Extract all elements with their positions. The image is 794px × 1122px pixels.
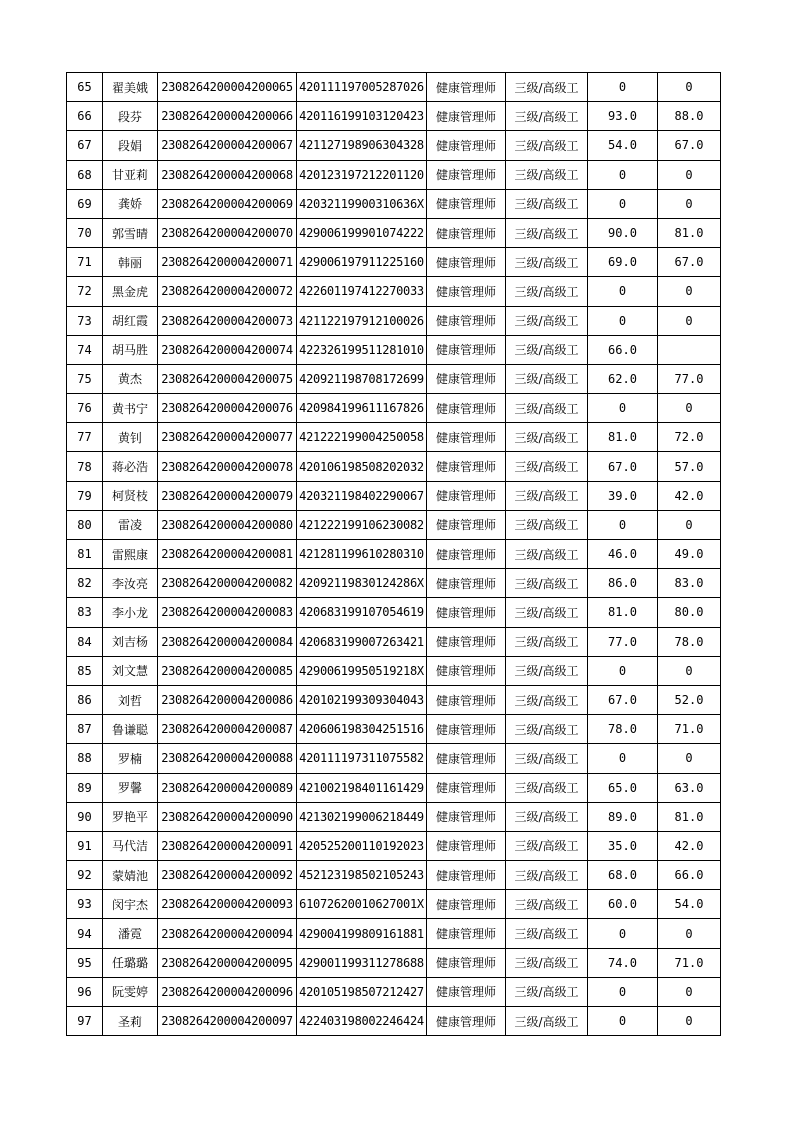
table-row (67, 102, 721, 131)
occupation-cell: 健康管理师 (427, 306, 506, 335)
name-cell: 段娟 (103, 131, 158, 160)
occupation-cell: 健康管理师 (427, 277, 506, 306)
theory-score-cell: 0 (588, 656, 658, 685)
ticket-number-cell: 2308264200004200091 (158, 831, 297, 860)
skill-score-cell: 0 (658, 277, 721, 306)
row-number-cell: 93 (67, 890, 103, 919)
row-number-cell: 89 (67, 773, 103, 802)
ticket-number-cell: 2308264200004200097 (158, 1007, 297, 1036)
ticket-number-cell: 2308264200004200067 (158, 131, 297, 160)
table-row (67, 394, 721, 423)
table-row (67, 510, 721, 539)
ticket-number-cell: 2308264200004200071 (158, 248, 297, 277)
id-card-cell: 42092119830124286X (297, 569, 427, 598)
table-row (67, 598, 721, 627)
occupation-cell: 健康管理师 (427, 1007, 506, 1036)
ticket-number-cell: 2308264200004200078 (158, 452, 297, 481)
row-number-cell: 90 (67, 802, 103, 831)
name-cell: 黄杰 (103, 364, 158, 393)
level-cell: 三级/高级工 (506, 102, 588, 131)
id-card-cell: 422601197412270033 (297, 277, 427, 306)
ticket-number-cell: 2308264200004200093 (158, 890, 297, 919)
skill-score-cell: 88.0 (658, 102, 721, 131)
id-card-cell: 452123198502105243 (297, 861, 427, 890)
theory-score-cell: 78.0 (588, 715, 658, 744)
id-card-cell: 429001199311278688 (297, 948, 427, 977)
name-cell: 李小龙 (103, 598, 158, 627)
ticket-number-cell: 2308264200004200089 (158, 773, 297, 802)
id-card-cell: 421222199106230082 (297, 510, 427, 539)
level-cell: 三级/高级工 (506, 452, 588, 481)
table-row (67, 540, 721, 569)
name-cell: 罗艳平 (103, 802, 158, 831)
name-cell: 马代洁 (103, 831, 158, 860)
level-cell: 三级/高级工 (506, 831, 588, 860)
skill-score-cell: 66.0 (658, 861, 721, 890)
theory-score-cell: 0 (588, 1007, 658, 1036)
id-card-cell: 420921198708172699 (297, 364, 427, 393)
occupation-cell: 健康管理师 (427, 598, 506, 627)
ticket-number-cell: 2308264200004200077 (158, 423, 297, 452)
name-cell: 闵宇杰 (103, 890, 158, 919)
occupation-cell: 健康管理师 (427, 248, 506, 277)
table-row (67, 335, 721, 364)
table-body (67, 73, 721, 1036)
skill-score-cell: 42.0 (658, 481, 721, 510)
occupation-cell: 健康管理师 (427, 861, 506, 890)
name-cell: 韩丽 (103, 248, 158, 277)
table-row (67, 890, 721, 919)
occupation-cell: 健康管理师 (427, 423, 506, 452)
skill-score-cell: 81.0 (658, 802, 721, 831)
occupation-cell: 健康管理师 (427, 802, 506, 831)
theory-score-cell: 0 (588, 394, 658, 423)
theory-score-cell: 0 (588, 160, 658, 189)
theory-score-cell: 89.0 (588, 802, 658, 831)
level-cell: 三级/高级工 (506, 890, 588, 919)
skill-score-cell: 0 (658, 744, 721, 773)
occupation-cell: 健康管理师 (427, 160, 506, 189)
exam-score-table (66, 72, 721, 1036)
row-number-cell: 80 (67, 510, 103, 539)
row-number-cell: 91 (67, 831, 103, 860)
theory-score-cell: 74.0 (588, 948, 658, 977)
occupation-cell: 健康管理师 (427, 102, 506, 131)
skill-score-cell (658, 335, 721, 364)
row-number-cell: 71 (67, 248, 103, 277)
level-cell: 三级/高级工 (506, 277, 588, 306)
table-row (67, 569, 721, 598)
table-row (67, 831, 721, 860)
ticket-number-cell: 2308264200004200087 (158, 715, 297, 744)
name-cell: 雷凌 (103, 510, 158, 539)
name-cell: 蒋必浩 (103, 452, 158, 481)
skill-score-cell: 0 (658, 306, 721, 335)
theory-score-cell: 0 (588, 744, 658, 773)
id-card-cell: 420525200110192023 (297, 831, 427, 860)
name-cell: 李汝亮 (103, 569, 158, 598)
theory-score-cell: 39.0 (588, 481, 658, 510)
occupation-cell: 健康管理师 (427, 569, 506, 598)
ticket-number-cell: 2308264200004200088 (158, 744, 297, 773)
skill-score-cell: 0 (658, 73, 721, 102)
theory-score-cell: 0 (588, 277, 658, 306)
table-row (67, 277, 721, 306)
theory-score-cell: 35.0 (588, 831, 658, 860)
table-row (67, 189, 721, 218)
occupation-cell: 健康管理师 (427, 919, 506, 948)
name-cell: 郭雪晴 (103, 218, 158, 247)
name-cell: 黑金虎 (103, 277, 158, 306)
level-cell: 三级/高级工 (506, 948, 588, 977)
ticket-number-cell: 2308264200004200085 (158, 656, 297, 685)
table-row (67, 977, 721, 1006)
row-number-cell: 77 (67, 423, 103, 452)
table-row (67, 656, 721, 685)
skill-score-cell: 0 (658, 977, 721, 1006)
theory-score-cell: 67.0 (588, 685, 658, 714)
level-cell: 三级/高级工 (506, 569, 588, 598)
table-row (67, 861, 721, 890)
name-cell: 潘霓 (103, 919, 158, 948)
occupation-cell: 健康管理师 (427, 744, 506, 773)
occupation-cell: 健康管理师 (427, 656, 506, 685)
occupation-cell: 健康管理师 (427, 364, 506, 393)
skill-score-cell: 71.0 (658, 715, 721, 744)
name-cell: 刘文慧 (103, 656, 158, 685)
name-cell: 胡马胜 (103, 335, 158, 364)
name-cell: 翟美娥 (103, 73, 158, 102)
level-cell: 三级/高级工 (506, 131, 588, 160)
skill-score-cell: 42.0 (658, 831, 721, 860)
id-card-cell: 42032119900310636X (297, 189, 427, 218)
row-number-cell: 72 (67, 277, 103, 306)
theory-score-cell: 0 (588, 189, 658, 218)
theory-score-cell: 0 (588, 73, 658, 102)
occupation-cell: 健康管理师 (427, 394, 506, 423)
ticket-number-cell: 2308264200004200092 (158, 861, 297, 890)
table-row (67, 948, 721, 977)
ticket-number-cell: 2308264200004200094 (158, 919, 297, 948)
id-card-cell: 420111197005287026 (297, 73, 427, 102)
id-card-cell: 420123197212201120 (297, 160, 427, 189)
table-row (67, 481, 721, 510)
skill-score-cell: 63.0 (658, 773, 721, 802)
id-card-cell: 420105198507212427 (297, 977, 427, 1006)
name-cell: 阮雯婷 (103, 977, 158, 1006)
row-number-cell: 92 (67, 861, 103, 890)
level-cell: 三级/高级工 (506, 773, 588, 802)
row-number-cell: 78 (67, 452, 103, 481)
occupation-cell: 健康管理师 (427, 890, 506, 919)
ticket-number-cell: 2308264200004200082 (158, 569, 297, 598)
skill-score-cell: 72.0 (658, 423, 721, 452)
level-cell: 三级/高级工 (506, 218, 588, 247)
table-row (67, 627, 721, 656)
level-cell: 三级/高级工 (506, 1007, 588, 1036)
id-card-cell: 421302199006218449 (297, 802, 427, 831)
level-cell: 三级/高级工 (506, 802, 588, 831)
row-number-cell: 81 (67, 540, 103, 569)
level-cell: 三级/高级工 (506, 189, 588, 218)
name-cell: 柯贤枝 (103, 481, 158, 510)
theory-score-cell: 0 (588, 919, 658, 948)
name-cell: 鲁谦聪 (103, 715, 158, 744)
occupation-cell: 健康管理师 (427, 685, 506, 714)
level-cell: 三级/高级工 (506, 627, 588, 656)
level-cell: 三级/高级工 (506, 715, 588, 744)
level-cell: 三级/高级工 (506, 744, 588, 773)
id-card-cell: 421281199610280310 (297, 540, 427, 569)
ticket-number-cell: 2308264200004200073 (158, 306, 297, 335)
skill-score-cell: 67.0 (658, 248, 721, 277)
row-number-cell: 70 (67, 218, 103, 247)
name-cell: 黄钊 (103, 423, 158, 452)
name-cell: 龚娇 (103, 189, 158, 218)
skill-score-cell: 71.0 (658, 948, 721, 977)
level-cell: 三级/高级工 (506, 248, 588, 277)
table-row (67, 919, 721, 948)
ticket-number-cell: 2308264200004200075 (158, 364, 297, 393)
id-card-cell: 42900619950519218X (297, 656, 427, 685)
skill-score-cell: 52.0 (658, 685, 721, 714)
theory-score-cell: 46.0 (588, 540, 658, 569)
occupation-cell: 健康管理师 (427, 773, 506, 802)
row-number-cell: 79 (67, 481, 103, 510)
id-card-cell: 61072620010627001X (297, 890, 427, 919)
ticket-number-cell: 2308264200004200084 (158, 627, 297, 656)
skill-score-cell: 0 (658, 394, 721, 423)
theory-score-cell: 81.0 (588, 423, 658, 452)
ticket-number-cell: 2308264200004200074 (158, 335, 297, 364)
name-cell: 罗楠 (103, 744, 158, 773)
level-cell: 三级/高级工 (506, 306, 588, 335)
ticket-number-cell: 2308264200004200090 (158, 802, 297, 831)
row-number-cell: 74 (67, 335, 103, 364)
occupation-cell: 健康管理师 (427, 540, 506, 569)
row-number-cell: 66 (67, 102, 103, 131)
row-number-cell: 97 (67, 1007, 103, 1036)
ticket-number-cell: 2308264200004200095 (158, 948, 297, 977)
table-row (67, 773, 721, 802)
id-card-cell: 420683199007263421 (297, 627, 427, 656)
level-cell: 三级/高级工 (506, 73, 588, 102)
id-card-cell: 420683199107054619 (297, 598, 427, 627)
level-cell: 三级/高级工 (506, 977, 588, 1006)
row-number-cell: 65 (67, 73, 103, 102)
theory-score-cell: 77.0 (588, 627, 658, 656)
level-cell: 三级/高级工 (506, 481, 588, 510)
level-cell: 三级/高级工 (506, 423, 588, 452)
theory-score-cell: 69.0 (588, 248, 658, 277)
row-number-cell: 67 (67, 131, 103, 160)
id-card-cell: 422326199511281010 (297, 335, 427, 364)
table-row (67, 73, 721, 102)
table-row (67, 1007, 721, 1036)
theory-score-cell: 81.0 (588, 598, 658, 627)
row-number-cell: 85 (67, 656, 103, 685)
name-cell: 任璐璐 (103, 948, 158, 977)
row-number-cell: 75 (67, 364, 103, 393)
ticket-number-cell: 2308264200004200070 (158, 218, 297, 247)
row-number-cell: 84 (67, 627, 103, 656)
id-card-cell: 421222199004250058 (297, 423, 427, 452)
occupation-cell: 健康管理师 (427, 510, 506, 539)
occupation-cell: 健康管理师 (427, 452, 506, 481)
row-number-cell: 83 (67, 598, 103, 627)
name-cell: 刘哲 (103, 685, 158, 714)
skill-score-cell: 0 (658, 160, 721, 189)
skill-score-cell: 77.0 (658, 364, 721, 393)
id-card-cell: 429006199901074222 (297, 218, 427, 247)
theory-score-cell: 90.0 (588, 218, 658, 247)
row-number-cell: 73 (67, 306, 103, 335)
id-card-cell: 421002198401161429 (297, 773, 427, 802)
occupation-cell: 健康管理师 (427, 73, 506, 102)
theory-score-cell: 93.0 (588, 102, 658, 131)
id-card-cell: 420984199611167826 (297, 394, 427, 423)
skill-score-cell: 0 (658, 189, 721, 218)
row-number-cell: 95 (67, 948, 103, 977)
level-cell: 三级/高级工 (506, 160, 588, 189)
theory-score-cell: 0 (588, 510, 658, 539)
id-card-cell: 422403198002246424 (297, 1007, 427, 1036)
level-cell: 三级/高级工 (506, 540, 588, 569)
table-row (67, 306, 721, 335)
skill-score-cell: 78.0 (658, 627, 721, 656)
theory-score-cell: 54.0 (588, 131, 658, 160)
occupation-cell: 健康管理师 (427, 627, 506, 656)
name-cell: 胡红霞 (103, 306, 158, 335)
ticket-number-cell: 2308264200004200083 (158, 598, 297, 627)
table-row (67, 218, 721, 247)
level-cell: 三级/高级工 (506, 364, 588, 393)
row-number-cell: 88 (67, 744, 103, 773)
ticket-number-cell: 2308264200004200065 (158, 73, 297, 102)
id-card-cell: 420116199103120423 (297, 102, 427, 131)
theory-score-cell: 0 (588, 306, 658, 335)
skill-score-cell: 80.0 (658, 598, 721, 627)
name-cell: 雷熙康 (103, 540, 158, 569)
skill-score-cell: 0 (658, 1007, 721, 1036)
skill-score-cell: 54.0 (658, 890, 721, 919)
name-cell: 段芬 (103, 102, 158, 131)
table-row (67, 423, 721, 452)
level-cell: 三级/高级工 (506, 510, 588, 539)
theory-score-cell: 62.0 (588, 364, 658, 393)
id-card-cell: 420606198304251516 (297, 715, 427, 744)
theory-score-cell: 65.0 (588, 773, 658, 802)
level-cell: 三级/高级工 (506, 394, 588, 423)
theory-score-cell: 68.0 (588, 861, 658, 890)
occupation-cell: 健康管理师 (427, 218, 506, 247)
row-number-cell: 86 (67, 685, 103, 714)
ticket-number-cell: 2308264200004200069 (158, 189, 297, 218)
ticket-number-cell: 2308264200004200096 (158, 977, 297, 1006)
skill-score-cell: 0 (658, 510, 721, 539)
level-cell: 三级/高级工 (506, 861, 588, 890)
row-number-cell: 96 (67, 977, 103, 1006)
level-cell: 三级/高级工 (506, 598, 588, 627)
skill-score-cell: 83.0 (658, 569, 721, 598)
row-number-cell: 68 (67, 160, 103, 189)
name-cell: 黄书宁 (103, 394, 158, 423)
skill-score-cell: 57.0 (658, 452, 721, 481)
row-number-cell: 76 (67, 394, 103, 423)
ticket-number-cell: 2308264200004200080 (158, 510, 297, 539)
occupation-cell: 健康管理师 (427, 481, 506, 510)
level-cell: 三级/高级工 (506, 656, 588, 685)
theory-score-cell: 67.0 (588, 452, 658, 481)
ticket-number-cell: 2308264200004200072 (158, 277, 297, 306)
table-row (67, 131, 721, 160)
row-number-cell: 69 (67, 189, 103, 218)
skill-score-cell: 67.0 (658, 131, 721, 160)
id-card-cell: 420106198508202032 (297, 452, 427, 481)
theory-score-cell: 86.0 (588, 569, 658, 598)
ticket-number-cell: 2308264200004200079 (158, 481, 297, 510)
table-row (67, 248, 721, 277)
level-cell: 三级/高级工 (506, 919, 588, 948)
occupation-cell: 健康管理师 (427, 715, 506, 744)
id-card-cell: 429004199809161881 (297, 919, 427, 948)
occupation-cell: 健康管理师 (427, 977, 506, 1006)
occupation-cell: 健康管理师 (427, 131, 506, 160)
occupation-cell: 健康管理师 (427, 831, 506, 860)
skill-score-cell: 0 (658, 656, 721, 685)
ticket-number-cell: 2308264200004200068 (158, 160, 297, 189)
level-cell: 三级/高级工 (506, 335, 588, 364)
table-row (67, 160, 721, 189)
theory-score-cell: 66.0 (588, 335, 658, 364)
table-row (67, 685, 721, 714)
id-card-cell: 429006197911225160 (297, 248, 427, 277)
ticket-number-cell: 2308264200004200081 (158, 540, 297, 569)
id-card-cell: 421122197912100026 (297, 306, 427, 335)
theory-score-cell: 0 (588, 977, 658, 1006)
table-row (67, 715, 721, 744)
name-cell: 甘亚莉 (103, 160, 158, 189)
table-row (67, 802, 721, 831)
occupation-cell: 健康管理师 (427, 948, 506, 977)
occupation-cell: 健康管理师 (427, 335, 506, 364)
id-card-cell: 420102199309304043 (297, 685, 427, 714)
row-number-cell: 87 (67, 715, 103, 744)
ticket-number-cell: 2308264200004200076 (158, 394, 297, 423)
occupation-cell: 健康管理师 (427, 189, 506, 218)
ticket-number-cell: 2308264200004200086 (158, 685, 297, 714)
table-row (67, 744, 721, 773)
name-cell: 圣莉 (103, 1007, 158, 1036)
id-card-cell: 421127198906304328 (297, 131, 427, 160)
table-row (67, 452, 721, 481)
level-cell: 三级/高级工 (506, 685, 588, 714)
table-row (67, 364, 721, 393)
skill-score-cell: 81.0 (658, 218, 721, 247)
name-cell: 刘吉杨 (103, 627, 158, 656)
id-card-cell: 420321198402290067 (297, 481, 427, 510)
name-cell: 蒙婧池 (103, 861, 158, 890)
row-number-cell: 82 (67, 569, 103, 598)
theory-score-cell: 60.0 (588, 890, 658, 919)
id-card-cell: 420111197311075582 (297, 744, 427, 773)
ticket-number-cell: 2308264200004200066 (158, 102, 297, 131)
skill-score-cell: 49.0 (658, 540, 721, 569)
skill-score-cell: 0 (658, 919, 721, 948)
name-cell: 罗馨 (103, 773, 158, 802)
row-number-cell: 94 (67, 919, 103, 948)
